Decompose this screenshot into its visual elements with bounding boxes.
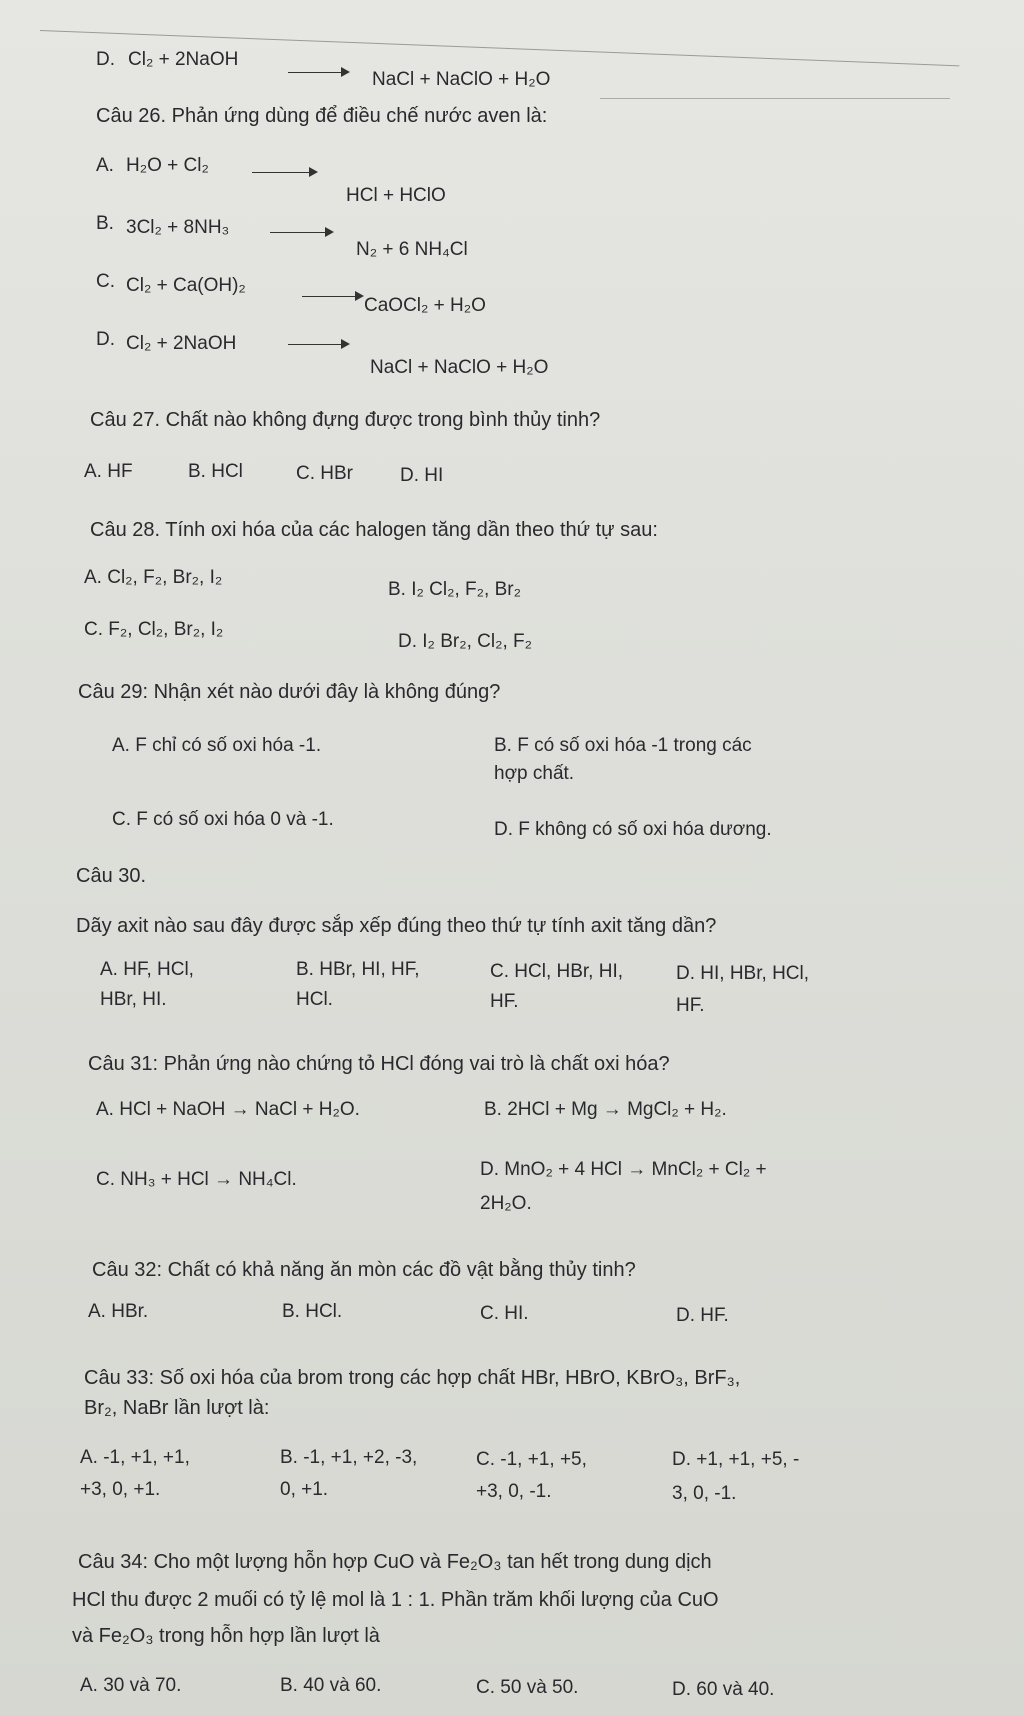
q26-c-label: C. xyxy=(96,271,115,292)
q26-title: Câu 26. Phản ứng dùng để điều chế nước aven là: xyxy=(96,105,548,127)
q26-a-label: A. xyxy=(96,155,114,176)
q27-option-a: A. HF xyxy=(84,461,133,482)
arrow-icon xyxy=(252,172,316,173)
q33-title-line1: Câu 33: Số oxi hóa của brom trong các hợp chất HBr, HBrO, KBrO₃, BrF₃, xyxy=(84,1367,741,1389)
q34-option-b: B. 40 và 60. xyxy=(280,1675,382,1696)
q29-option-c: C. F có số oxi hóa 0 và -1. xyxy=(112,809,334,830)
arrow-icon xyxy=(302,296,362,297)
q32-option-d: D. HF. xyxy=(676,1305,729,1326)
q26-d-label: D. xyxy=(96,329,115,350)
q26-b-rhs: N₂ + 6 NH₄Cl xyxy=(356,239,468,260)
q28-option-a: A. Cl₂, F₂, Br₂, I₂ xyxy=(84,567,223,588)
q33-option-c-line1: C. -1, +1, +5, xyxy=(476,1449,587,1470)
q32-option-b: B. HCl. xyxy=(282,1301,343,1322)
q25-d-label: D. xyxy=(96,49,115,70)
q33-option-a-line2: +3, 0, +1. xyxy=(80,1479,161,1500)
arrow-icon xyxy=(270,232,332,233)
q29-option-b-line2: hợp chất. xyxy=(494,763,575,784)
q29-option-a: A. F chỉ có số oxi hóa -1. xyxy=(112,735,322,756)
q26-d-rhs: NaCl + NaClO + H₂O xyxy=(370,357,549,378)
q33-title-line2: Br₂, NaBr lần lượt là: xyxy=(84,1397,270,1419)
q31-option-a: A. HCl + NaOH → NaCl + H₂O. xyxy=(96,1099,360,1120)
arrow-icon xyxy=(288,344,348,345)
q33-option-b-line1: B. -1, +1, +2, -3, xyxy=(280,1447,418,1468)
q27-option-c: C. HBr xyxy=(296,463,353,484)
q30-option-a-line1: A. HF, HCl, xyxy=(100,959,194,980)
q32-option-a: A. HBr. xyxy=(88,1301,149,1322)
q33-option-c-line2: +3, 0, -1. xyxy=(476,1481,552,1502)
q31-option-b: B. 2HCl + Mg → MgCl₂ + H₂. xyxy=(484,1099,727,1120)
q33-option-d-line2: 3, 0, -1. xyxy=(672,1483,737,1504)
q28-option-c: C. F₂, Cl₂, Br₂, I₂ xyxy=(84,619,224,640)
q29-title: Câu 29: Nhận xét nào dưới đây là không đúng? xyxy=(78,681,501,703)
q26-d-lhs: Cl₂ + 2NaOH xyxy=(126,333,237,354)
q34-line3: và Fe₂O₃ trong hỗn hợp lần lượt là xyxy=(72,1625,380,1647)
q32-title: Câu 32: Chất có khả năng ăn mòn các đồ vật bằng thủy tinh? xyxy=(92,1259,636,1281)
q30-option-d-line1: D. HI, HBr, HCl, xyxy=(676,963,810,984)
q31-option-d-line1: D. MnO₂ + 4 HCl → MnCl₂ + Cl₂ + xyxy=(480,1159,767,1180)
q29-option-d: D. F không có số oxi hóa dương. xyxy=(494,819,772,840)
q27-title: Câu 27. Chất nào không đựng được trong bình thủy tinh? xyxy=(90,409,601,431)
q34-option-a: A. 30 và 70. xyxy=(80,1675,182,1696)
q30-option-b-line1: B. HBr, HI, HF, xyxy=(296,959,420,980)
q34-option-c: C. 50 và 50. xyxy=(476,1677,579,1698)
q30-option-b-line2: HCl. xyxy=(296,989,333,1010)
q34-option-d: D. 60 và 40. xyxy=(672,1679,775,1700)
q30-text: Dãy axit nào sau đây được sắp xếp đúng theo thứ tự tính axit tăng dần? xyxy=(76,915,717,937)
q33-option-a-line1: A. -1, +1, +1, xyxy=(80,1447,190,1468)
q28-option-b: B. I₂ Cl₂, F₂, Br₂ xyxy=(388,579,521,600)
q30-option-a-line2: HBr, HI. xyxy=(100,989,167,1010)
q26-c-lhs: Cl₂ + Ca(OH)₂ xyxy=(126,275,246,296)
q26-a-lhs: H₂O + Cl₂ xyxy=(126,155,209,176)
q28-title: Câu 28. Tính oxi hóa của các halogen tăng dần theo thứ tự sau: xyxy=(90,519,658,541)
q31-option-d-line2: 2H₂O. xyxy=(480,1193,532,1214)
q33-option-d-line1: D. +1, +1, +5, - xyxy=(672,1449,800,1470)
q26-a-rhs: HCl + HClO xyxy=(346,185,446,206)
q26-b-lhs: 3Cl₂ + 8NH₃ xyxy=(126,217,230,238)
q34-line1: Câu 34: Cho một lượng hỗn hợp CuO và Fe₂O₃ tan hết trong dung dịch xyxy=(78,1551,712,1573)
q33-option-b-line2: 0, +1. xyxy=(280,1479,329,1500)
q26-c-rhs: CaOCl₂ + H₂O xyxy=(364,295,486,316)
q31-option-c: C. NH₃ + HCl → NH₄Cl. xyxy=(96,1169,297,1190)
q25-d-rhs: NaCl + NaClO + H₂O xyxy=(372,69,551,90)
q30-title: Câu 30. xyxy=(76,865,147,887)
right-divider xyxy=(600,98,950,99)
q26-b-label: B. xyxy=(96,213,114,234)
q30-option-c-line2: HF. xyxy=(490,991,519,1012)
q29-option-b-line1: B. F có số oxi hóa -1 trong các xyxy=(494,735,752,756)
arrow-icon xyxy=(288,72,348,73)
q32-option-c: C. HI. xyxy=(480,1303,529,1324)
q30-option-c-line1: C. HCl, HBr, HI, xyxy=(490,961,624,982)
q34-line2: HCl thu được 2 muối có tỷ lệ mol là 1 : 1. Phần trăm khối lượng của CuO xyxy=(72,1589,719,1611)
q31-title: Câu 31: Phản ứng nào chứng tỏ HCl đóng vai trò là chất oxi hóa? xyxy=(88,1053,670,1075)
q28-option-d: D. I₂ Br₂, Cl₂, F₂ xyxy=(398,631,533,652)
q27-option-d: D. HI xyxy=(400,465,444,486)
q25-d-lhs: Cl₂ + 2NaOH xyxy=(128,49,239,70)
q27-option-b: B. HCl xyxy=(188,461,243,482)
q30-option-d-line2: HF. xyxy=(676,995,705,1016)
